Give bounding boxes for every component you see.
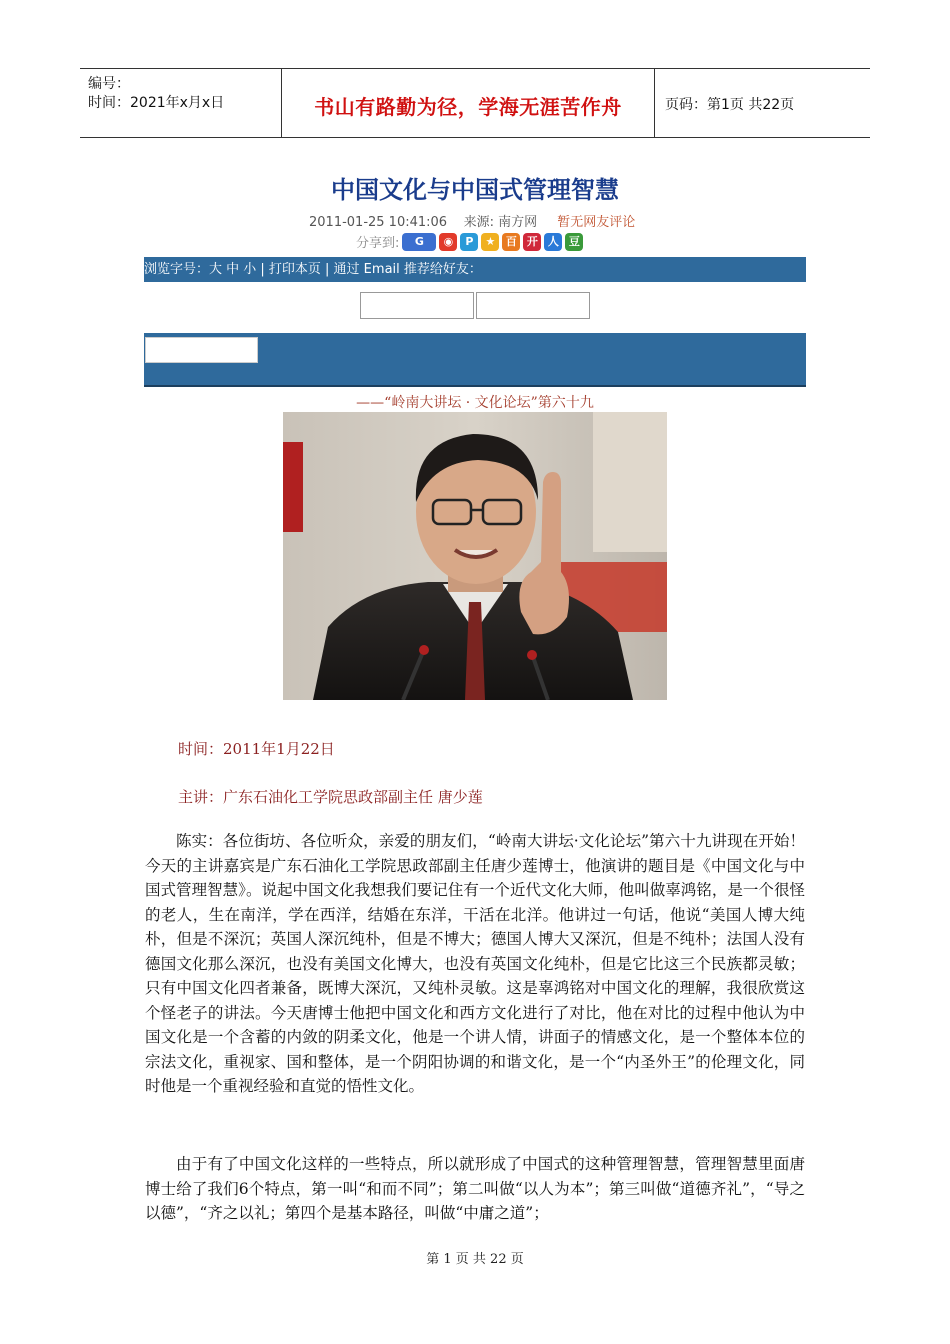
article-title: 中国文化与中国式管理智慧: [331, 176, 619, 204]
article-datetime: 2011-01-25 10:41:06: [309, 215, 448, 230]
qzone-share-icon[interactable]: ★: [481, 233, 499, 251]
page-footer: 第 1 页 共 22 页: [426, 1252, 524, 1267]
paragraph-1: 陈实：各位街坊、各位听众，亲爱的朋友们，“岭南大讲坛·文化论坛”第六十九讲现在开始！今天的主讲嘉宾是广东石油化工学院思政部副主任唐少莲博士，他演讲的题目是《中国文化与中国式管理智慧》。说起中国文化我想我们要记住有一个近代文化大师，他叫做辜鸿铭，是一个很怪的老人，生在南洋，学在西洋，结婚在东洋，干活在北洋。他讲过一句话，他说“美国人博大纯朴，但是不深沉；英国人深沉纯朴，但是不博大；德国人博大又深沉，但是不纯朴；法国人没有德国文化那么深沉，也没有美国文化博大，也没有英国文化纯朴，但是它比这三个民族都灵敏；只有中国文化四者兼备，既博大深沉，又纯朴灵敏。这是辜鸿铭对中国文化的理解，我很欣赏这个怪老子的讲法。今天唐博士他把中国文化和西方文化进行了对比，他在对比的过程中他认为中国文化是一个含蓄的内敛的阴柔文化，他是一个讲人情，讲面子的情感文化，是一个整体本位的宗法文化，重视家、国和整体，是一个阴阳协调的和谐文化，是一个“内圣外王”的伦理文化，同时他是一个重视经验和直觉的悟性文化。: [145, 832, 805, 1095]
weibo-share-icon[interactable]: ◉: [439, 233, 457, 251]
renren-share-icon[interactable]: 人: [544, 233, 562, 251]
pengyou-share-icon[interactable]: P: [460, 233, 478, 251]
share-bar: [356, 232, 583, 251]
time-label: 时间：2021年x月x日: [88, 95, 225, 111]
article-source: 来源: 南方网: [463, 215, 538, 230]
empty-field-1[interactable]: [360, 292, 474, 319]
comments-link[interactable]: 暂无网友评论: [557, 215, 636, 230]
empty-field-2[interactable]: [476, 292, 590, 319]
empty-field-3[interactable]: [145, 337, 258, 363]
header-table: [80, 68, 870, 138]
page-info: 页码：第1页 共22页: [665, 97, 795, 113]
browse-toolbar: [144, 257, 806, 282]
douban-share-icon[interactable]: 豆: [565, 233, 583, 251]
motto-text: 书山有路勤为径，学海无涯苦作舟: [314, 95, 622, 119]
article-meta: [309, 211, 635, 230]
paragraph-2: 由于有了中国文化这样的一些特点，所以就形成了中国式的这种管理智慧，管理智慧里面唐博士给了我们6个特点，第一叫“和而不同”；第二叫做“以人为本”；第三叫做“道德齐礼”，“导之以德”，“齐之以礼；第四个是基本路径，叫做“中庸之道”；: [145, 1155, 805, 1222]
baidu-share-icon[interactable]: 百: [502, 233, 520, 251]
header-cell-motto: [282, 69, 655, 137]
google-share-icon[interactable]: G: [402, 233, 436, 251]
number-label: 编号：: [88, 76, 130, 92]
share-label: 分享到:: [356, 236, 400, 251]
lecture-speaker: 主讲：广东石油化工学院思政部副主任 唐少莲: [178, 788, 483, 806]
lecture-time: 时间：2011年1月22日: [178, 740, 335, 758]
header-cell-page: [655, 69, 870, 137]
forum-subtitle: ——“岭南大讲坛 · 文化论坛”第六十九: [356, 395, 594, 411]
header-cell-info: [80, 69, 282, 137]
toolbar-text[interactable]: 浏览字号：大 中 小 | 打印本页 | 通过 Email 推荐给好友：: [144, 262, 482, 277]
kaixin-share-icon[interactable]: 开: [523, 233, 541, 251]
speaker-photo: [283, 412, 667, 700]
